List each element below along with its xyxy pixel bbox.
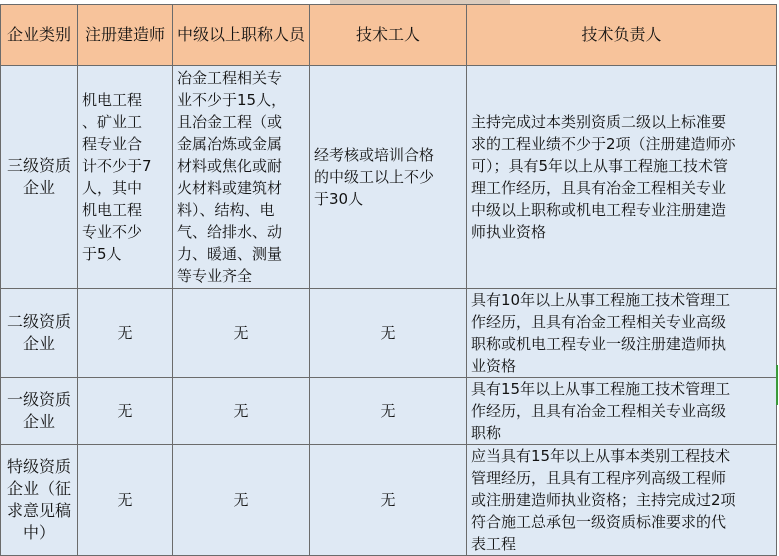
header-registered-constructor: 注册建造师 (78, 5, 173, 66)
row-titled: 冶金工程相关专 业不少于15人， 且冶金工程（或 金属冶炼或金属 材料或焦化或耐 火材料或建筑材 料）、结构、电 气、给排水、动 力、暖通、测量 等专业齐全 (173, 66, 310, 289)
row-category: 二级资质 企业 (1, 289, 78, 378)
table-row (1, 66, 777, 289)
row-titled: 无 (173, 289, 310, 378)
header-mid-level-titled: 中级以上职称人员 (173, 5, 310, 66)
row-tech-lead: 主持完成过本类别资质二级以上标准要 求的工程业绩不少于2项（注册建造师亦 可）；具有5年以上从事工程施工技术管 理工作经历，且具有冶金工程相关专业 中级以上职称或机电工程专业注册建造 师执业资格 (467, 66, 777, 289)
row-workers: 经考核或培训合格 的中级工以上不少 于30人 (310, 66, 467, 289)
row-category: 特级资质 企业（征 求意见稿 中） (1, 445, 78, 556)
header-technical-lead: 技术负责人 (467, 5, 777, 66)
row-workers: 无 (310, 378, 467, 445)
row-workers: 无 (310, 289, 467, 378)
row-category: 三级资质 企业 (1, 66, 78, 289)
header-category: 企业类别 (1, 5, 78, 66)
row-workers: 无 (310, 445, 467, 556)
table-header-row (1, 5, 777, 66)
header-technical-workers: 技术工人 (310, 5, 467, 66)
qualification-table (0, 4, 777, 556)
row-registered: 机电工程 、矿业工 程专业合 计不少于7 人，其中 机电工程 专业不少 于5人 (78, 66, 173, 289)
right-edge-mark (776, 365, 778, 405)
row-tech-lead: 具有15年以上从事工程施工技术管理工 作经历，且具有冶金工程相关专业高级 职称 (467, 378, 777, 445)
table-row (1, 445, 777, 556)
row-titled: 无 (173, 445, 310, 556)
row-tech-lead: 具有10年以上从事工程施工技术管理工 作经历，且具有冶金工程相关专业高级 职称或机电工程专业一级注册建造师执 业资格 (467, 289, 777, 378)
qualification-table-container (0, 4, 779, 553)
row-registered: 无 (78, 289, 173, 378)
row-category: 一级资质 企业 (1, 378, 78, 445)
row-tech-lead: 应当具有15年以上从事本类别工程技术 管理经历，且具有工程序列高级工程师 或注册建造师执业资格；主持完成过2项 符合施工总承包一级资质标准要求的代 表工程 (467, 445, 777, 556)
row-titled: 无 (173, 378, 310, 445)
row-registered: 无 (78, 378, 173, 445)
table-row (1, 378, 777, 445)
table-row (1, 289, 777, 378)
row-registered: 无 (78, 445, 173, 556)
